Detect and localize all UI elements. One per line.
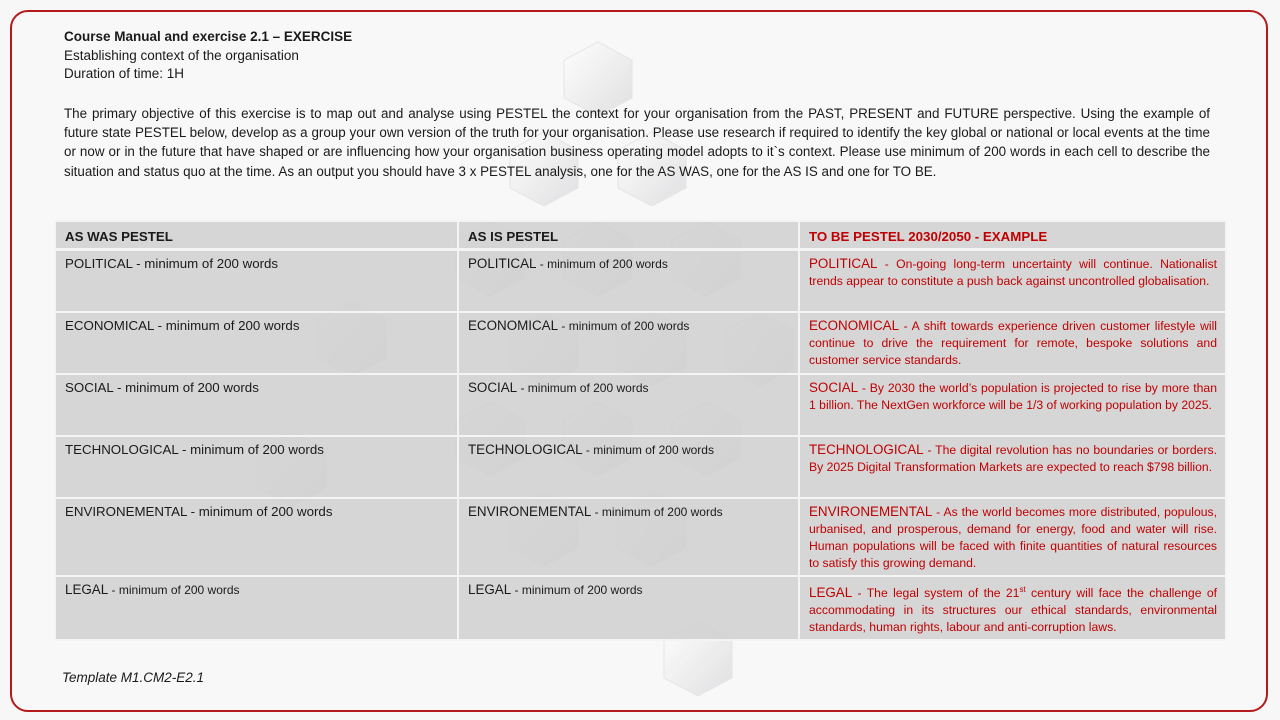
cell-label: POLITICAL	[468, 256, 537, 271]
cell-as-was: ECONOMICAL - minimum of 200 words	[55, 312, 458, 374]
cell-label: LEGAL	[809, 584, 853, 600]
cell-to-be	[799, 250, 1226, 312]
intro-paragraph: The primary objective of this exercise is to map out and analyse using PESTEL the context for your organisation from the PAST, PRESENT and FUTURE perspective. Using the example of future state PESTEL below, develop as a group your own version of the truth for your organisation. Please use research if required to identify the key global or national or local events at the time or now or in the future that have shaped or are influencing how your organisation business operating model adopts to it`s context. Please use minimum of 200 words in each cell to describe the situation and status quo at the time. As an output you should have 3 x PESTEL analysis, one for the AS WAS, one for the AS IS and one for TO BE.	[64, 106, 1210, 179]
cell-as-is	[458, 312, 799, 374]
cell-label: LEGAL	[468, 581, 512, 597]
cell-text: - minimum of 200 words	[558, 318, 690, 333]
cell-to-be	[799, 576, 1226, 640]
cell-to-be	[799, 312, 1226, 374]
cell-to-be	[799, 374, 1226, 436]
exercise-subtitle: Establishing context of the organisation	[64, 47, 299, 63]
header	[64, 28, 1224, 84]
cell-text: - The legal system of the 21	[852, 585, 1020, 600]
table-row-technological	[55, 436, 1226, 498]
cell-label: ECONOMICAL	[468, 317, 559, 333]
cell-text: - minimum of 200 words	[582, 442, 714, 457]
table-row-economical	[55, 312, 1226, 374]
exercise-title: Course Manual and exercise 2.1 – EXERCISE	[64, 29, 353, 44]
cell-text: century will face the challenge of accommodating in its structures our ethical standards, environmental standards, human rights, labour and anti-corruption laws.	[809, 585, 1217, 634]
cell-label: ENVIRONEMENTAL	[468, 503, 592, 519]
table-row-political	[55, 250, 1226, 312]
table-row-legal	[55, 576, 1226, 640]
cell-text: - By 2030 the world’s population is projected to rise by more than 1 billion. The NextGen workforce will be 1/3 of working population by 2025.	[809, 380, 1217, 412]
cell-label: ECONOMICAL	[809, 317, 900, 333]
template-id: Template M1.CM2-E2.1	[62, 670, 205, 685]
cell-label: TECHNOLOGICAL	[468, 441, 583, 457]
table-header-row	[55, 221, 1226, 250]
header-as-was: AS WAS PESTEL	[55, 221, 458, 250]
cell-label: SOCIAL	[809, 379, 859, 395]
cell-text: - minimum of 200 words	[517, 380, 649, 395]
exercise-duration: Duration of time: 1H	[64, 66, 185, 81]
cell-as-is	[458, 498, 799, 576]
cell-to-be	[799, 436, 1226, 498]
cell-text: - The digital revolution has no boundaries or borders. By 2025 Digital Transformation Markets are expected to reach $798 billion.	[809, 442, 1217, 474]
cell-text: - minimum of 200 words	[108, 582, 240, 597]
cell-as-was: SOCIAL - minimum of 200 words	[55, 374, 458, 436]
table-row-social	[55, 374, 1226, 436]
cell-as-is	[458, 576, 799, 640]
cell-text: - minimum of 200 words	[511, 582, 643, 597]
cell-label: LEGAL	[65, 581, 109, 597]
cell-as-was	[55, 576, 458, 640]
cell-label: ENVIRONEMENTAL	[809, 503, 933, 519]
cell-as-is	[458, 250, 799, 312]
cell-label: TECHNOLOGICAL	[809, 441, 924, 457]
cell-as-was: ENVIRONEMENTAL - minimum of 200 words	[55, 498, 458, 576]
header-as-is: AS IS PESTEL	[458, 221, 799, 250]
slide-frame	[10, 10, 1268, 712]
cell-text: - On-going long-term uncertainty will continue. Nationalist trends appear to constitute a push back against uncontrolled globalisation.	[809, 257, 1217, 288]
cell-to-be	[799, 498, 1226, 576]
ordinal-suffix: st	[1019, 584, 1026, 594]
cell-label: POLITICAL	[809, 256, 878, 271]
cell-text: - A shift towards experience driven customer lifestyle will continue to drive the requirement for remote, bespoke solutions and customer service standards.	[809, 318, 1217, 367]
cell-as-is	[458, 436, 799, 498]
cell-label: SOCIAL	[468, 379, 518, 395]
table-row-environmental	[55, 498, 1226, 576]
cell-text: - minimum of 200 words	[591, 504, 723, 519]
header-to-be: TO BE PESTEL 2030/2050 - EXAMPLE	[799, 221, 1226, 250]
cell-as-is	[458, 374, 799, 436]
pestel-table	[54, 220, 1227, 641]
cell-text: - minimum of 200 words	[536, 257, 668, 271]
cell-as-was: TECHNOLOGICAL - minimum of 200 words	[55, 436, 458, 498]
cell-text: - As the world becomes more distributed, populous, urbanised, and prosperous, demand for energy, food and water will rise. Human populations will be faced with finite quantities of natural resources to satisfy this growing demand.	[809, 504, 1217, 570]
cell-as-was: POLITICAL - minimum of 200 words	[55, 250, 458, 312]
